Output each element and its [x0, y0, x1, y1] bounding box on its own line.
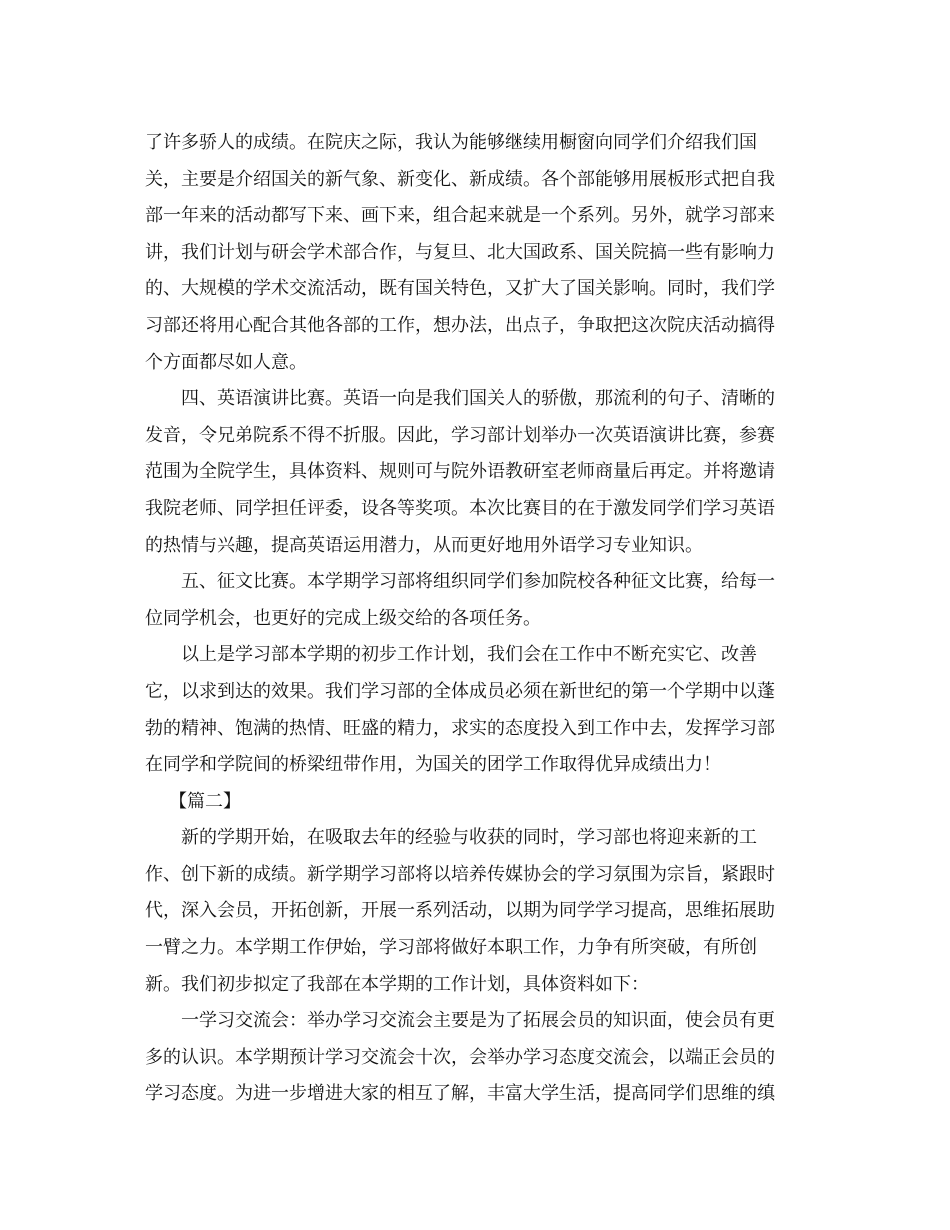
- text-line: 多的认识。本学期预计学习交流会十次，会举办学习态度交流会，以端正会员的: [145, 1046, 775, 1068]
- text-line: 新的学期开始，在吸取去年的经验与收获的同时，学习部也将迎来新的工: [181, 827, 757, 849]
- text-line: 四、英语演讲比赛。英语一向是我们国关人的骄傲，那流利的句子、清晰的: [181, 388, 775, 410]
- text-line: 五、征文比赛。本学期学习部将组织同学们参加院校各种征文比赛，给每一: [181, 571, 775, 593]
- text-line: 新。我们初步拟定了我部在本学期的工作计划，具体资料如下：: [145, 973, 649, 995]
- text-line: 它，以求到达的效果。我们学习部的全体成员必须在新世纪的第一个学期中以蓬: [145, 680, 775, 702]
- document-body: [145, 125, 800, 1113]
- paragraph-essay-contest: [145, 564, 800, 637]
- section-heading-text: 【篇二】: [169, 790, 241, 812]
- paragraph-study-exchange: [145, 1003, 800, 1113]
- text-line: 发音，令兄弟院系不得不折服。因此，学习部计划举办一次英语演讲比赛，参赛: [145, 424, 775, 446]
- text-line: 一臂之力。本学期工作伊始，学习部将做好本职工作，力争有所突破，有所创: [145, 937, 757, 959]
- paragraph-english-speech-contest: [145, 381, 800, 564]
- text-line: 作、创下新的成绩。新学期学习部将以培养传媒协会的学习氛围为宗旨，紧跟时: [145, 863, 775, 885]
- text-line: 一学习交流会：举办学习交流会主要是为了拓展会员的知识面，使会员有更: [181, 1010, 775, 1032]
- section-heading: [145, 784, 800, 821]
- text-line: 在同学和学院间的桥梁纽带作用，为国关的团学工作取得优异成绩出力！: [145, 754, 721, 776]
- text-line: 我院老师、同学担任评委，设各等奖项。本次比赛目的在于激发同学们学习英语: [145, 497, 775, 519]
- text-line: 范围为全院学生，具体资料、规则可与院外语教研室老师商量后再定。并将邀请: [145, 461, 775, 483]
- text-line: 个方面都尽如人意。: [145, 351, 307, 373]
- paragraph-1: [145, 125, 800, 381]
- text-line: 位同学机会，也更好的完成上级交给的各项任务。: [145, 607, 541, 629]
- text-line: 的、大规模的学术交流活动，既有国关特色，又扩大了国关影响。同时，我们学: [145, 278, 775, 300]
- paragraph-conclusion: [145, 637, 800, 783]
- text-line: 了许多骄人的成绩。在院庆之际，我认为能够继续用橱窗向同学们介绍我们国: [145, 132, 757, 153]
- text-line: 代，深入会员，开拓创新，开展一系列活动，以期为同学学习提高，思维拓展助: [145, 900, 775, 922]
- text-line: 习部还将用心配合其他各部的工作，想办法，出点子，争取把这次院庆活动搞得: [145, 314, 775, 336]
- text-line: 的热情与兴趣，提高英语运用潜力，从而更好地用外语学习专业知识。: [145, 534, 703, 556]
- text-line: 部一年来的活动都写下来、画下来，组合起来就是一个系列。另外，就学习部来: [145, 205, 775, 227]
- text-line: 关，主要是介绍国关的新气象、新变化、新成绩。各个部能够用展板形式把自我: [145, 168, 775, 190]
- text-line: 以上是学习部本学期的初步工作计划，我们会在工作中不断充实它、改善: [181, 644, 757, 666]
- text-line: 讲，我们计划与研会学术部合作，与复旦、北大国政系、国关院搞一些有影响力: [145, 241, 775, 263]
- paragraph-new-semester: [145, 820, 800, 1003]
- text-line: 勃的精神、饱满的热情、旺盛的精力，求实的态度投入到工作中去，发挥学习部: [145, 717, 775, 739]
- text-line: 学习态度。为进一步增进大家的相互了解，丰富大学生活，提高同学们思维的缜: [145, 1083, 775, 1105]
